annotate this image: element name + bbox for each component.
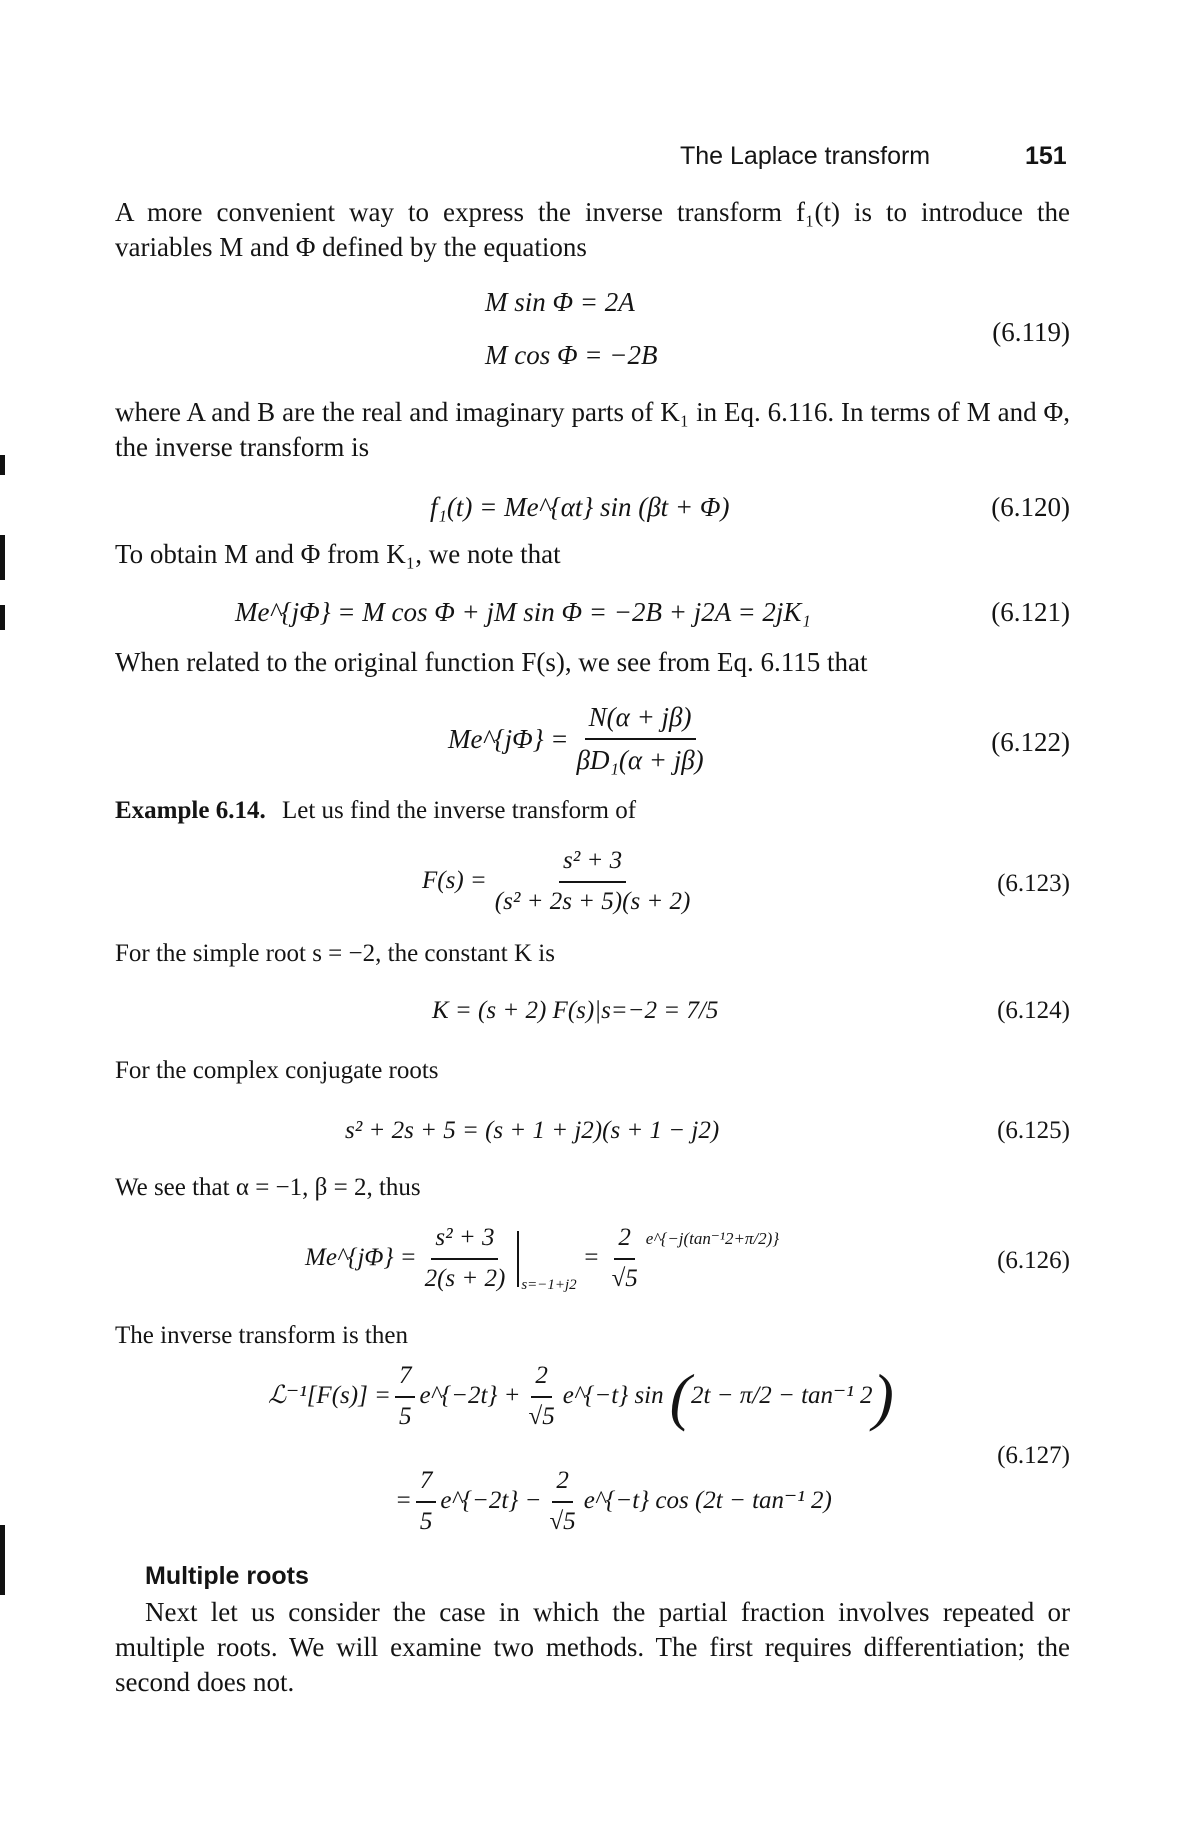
right-paren: ) [872, 1360, 894, 1432]
paragraph: A more convenient way to express the inverse transform f₁(t) is to introduce the variables M and Φ defined by the equations [115, 197, 1070, 263]
equation-number: (6.119) [992, 317, 1070, 347]
paragraph: where A and B are the real and imaginary parts of K₁ in Eq. 6.116. In terms of M and Φ, the inverse transform is [115, 397, 1070, 463]
term: e^{−t} sin [562, 1382, 664, 1410]
equals-sign: = [395, 1487, 412, 1515]
equation: K = (s + 2) F(s)|s=−2 = 7/5 [432, 997, 719, 1024]
equation-number: (6.127) [997, 1442, 1070, 1469]
equation-number: (6.123) [997, 870, 1070, 897]
equation: M cos Φ = −2B [485, 340, 658, 370]
equation-lhs: F(s) = [422, 867, 487, 895]
fraction [545, 1465, 579, 1538]
fraction [395, 1360, 416, 1433]
numerator: N(α + jβ) [585, 700, 696, 740]
denominator: √5 [549, 1507, 576, 1535]
term: e^{−2t} − [440, 1487, 542, 1515]
fraction [416, 1465, 437, 1538]
fraction [573, 700, 708, 778]
denominator: √5 [528, 1402, 555, 1430]
paragraph: We see that α = −1, β = 2, thus [115, 1174, 421, 1201]
equation-lhs: Me^{jΦ} = [448, 723, 569, 754]
term: e^{−2t} + [419, 1382, 521, 1410]
equation [305, 1222, 779, 1295]
equation [395, 1465, 832, 1538]
numerator: s² + 3 [559, 845, 626, 883]
numerator: 2 [614, 1222, 635, 1260]
fraction [421, 1222, 510, 1295]
equation: s² + 2s + 5 = (s + 1 + j2)(s + 1 − j2) [345, 1117, 720, 1144]
equation-number: (6.121) [991, 597, 1070, 627]
scan-mark [0, 1525, 5, 1595]
equation [448, 700, 712, 778]
denominator: 5 [398, 1402, 412, 1430]
example-text: Let us find the inverse transform of [281, 797, 637, 824]
equation-lhs: Me^{jΦ} = [305, 1244, 417, 1272]
denominator: 5 [419, 1507, 433, 1535]
fraction [608, 1222, 642, 1295]
equation [268, 1360, 894, 1433]
paragraph: To obtain M and Φ from K₁, we note that [115, 539, 561, 569]
paragraph: For the complex conjugate roots [115, 1057, 439, 1084]
numerator: 7 [416, 1465, 437, 1503]
equation: Me^{jΦ} = M cos Φ + jM sin Φ = −2B + j2A = 2jK₁ [235, 597, 811, 627]
paragraph: The inverse transform is then [115, 1322, 408, 1349]
scan-mark [0, 535, 5, 580]
denominator: βD₁(α + jβ) [576, 745, 704, 776]
equation [422, 845, 698, 918]
fraction [525, 1360, 559, 1433]
denominator: √5 [611, 1264, 638, 1292]
equation-number: (6.126) [997, 1247, 1070, 1274]
example-label: Example 6.14. [115, 797, 266, 824]
fraction [491, 845, 695, 918]
paragraph: Next let us consider the case in which the partial fraction involves repeated or multiple roots. We will examine two methods. The first requires differentiation; the second does not. [115, 1597, 1070, 1698]
numerator: 7 [395, 1360, 416, 1398]
numerator: 2 [552, 1465, 573, 1503]
numerator: s² + 3 [431, 1222, 498, 1260]
equation: f₁(t) = Me^{αt} sin (βt + Φ) [430, 492, 730, 522]
evaluation-bar [517, 1231, 519, 1287]
equation-number: (6.124) [997, 997, 1070, 1024]
scan-mark [0, 605, 5, 630]
running-header: The Laplace transform [680, 142, 931, 170]
term: e^{−t} cos (2t − tan⁻¹ 2) [583, 1487, 832, 1515]
denominator: (s² + 2s + 5)(s + 2) [494, 887, 691, 915]
equation-number: (6.125) [997, 1117, 1070, 1144]
paragraph [115, 795, 1070, 828]
paragraph: For the simple root s = −2, the constant K is [115, 940, 555, 967]
equation: M sin Φ = 2A [485, 287, 635, 317]
paragraph: When related to the original function F(s), we see from Eq. 6.115 that [115, 647, 868, 677]
scan-mark [0, 455, 5, 475]
equation-number: (6.120) [991, 492, 1070, 522]
numerator: 2 [531, 1360, 552, 1398]
equation-lhs: ℒ⁻¹[F(s)] = [268, 1382, 391, 1410]
section-heading: Multiple roots [145, 1562, 309, 1590]
page-number: 151 [1025, 142, 1067, 170]
denominator: 2(s + 2) [424, 1264, 506, 1292]
equals-sign: = [582, 1244, 600, 1272]
equation-number: (6.122) [991, 727, 1070, 757]
exponential: e^{−j(tan⁻¹2+π/2)} [645, 1229, 780, 1248]
paren-content: 2t − π/2 − tan⁻¹ 2 [690, 1382, 873, 1410]
evaluation-subscript: s=−1+j2 [521, 1276, 577, 1293]
left-paren: ( [669, 1360, 691, 1432]
